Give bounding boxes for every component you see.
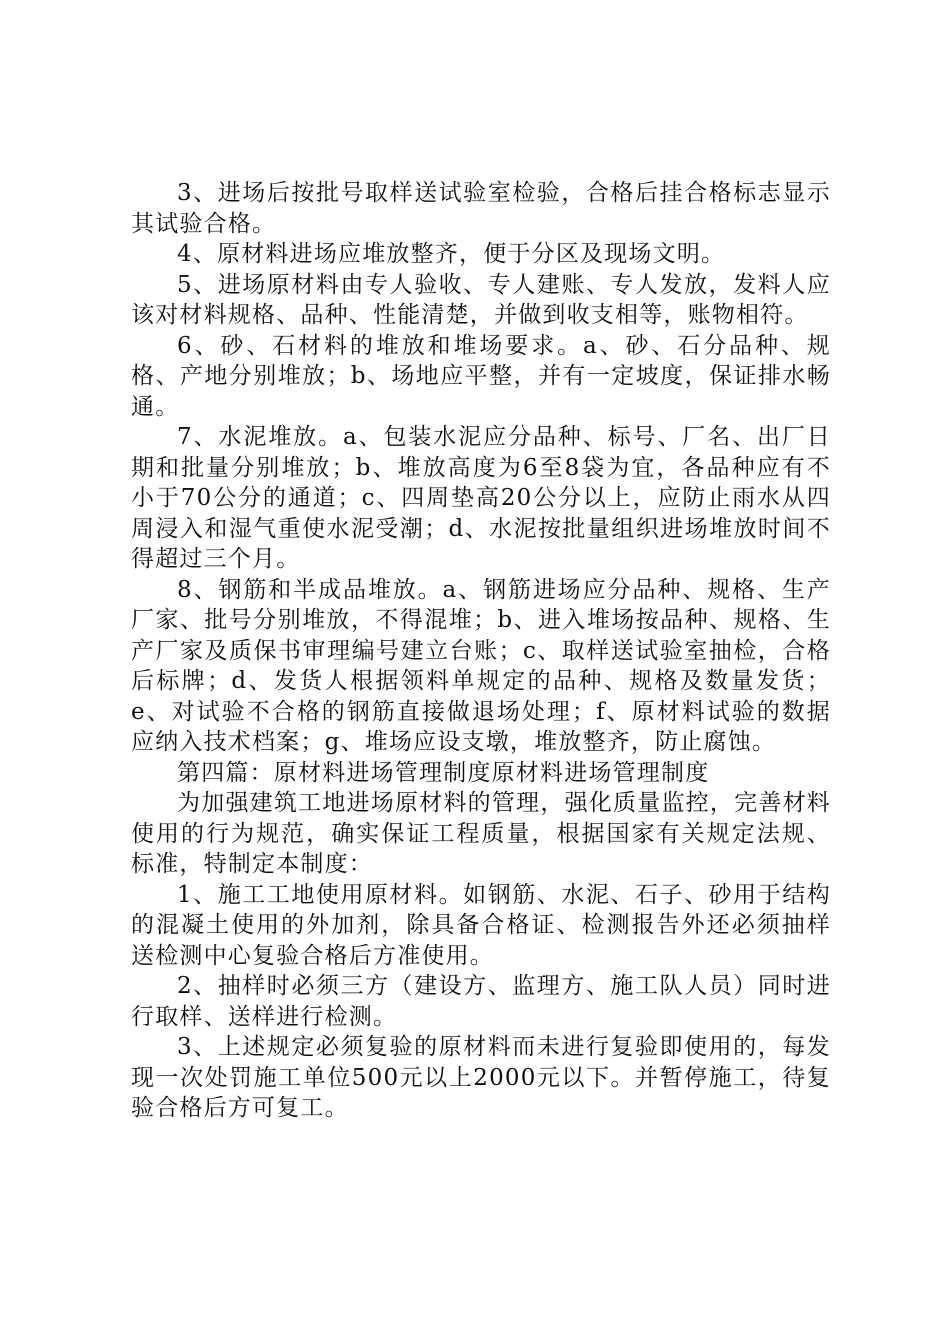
paragraph-rule-3: 3、上述规定必须复验的原材料而未进行复验即使用的，每发现一次处罚施工单位500元以上2000元以下。并暂停施工，待复验合格后方可复工。: [131, 1034, 831, 1121]
paragraph-item-7-cement: 7、水泥堆放。a、包装水泥应分品种、标号、厂名、出厂日期和批量分别堆放；b、堆放高度为6至8袋为宜，各品种应有不小于70公分的通道；c、四周垫高20公分以上，应防止雨水从四周浸入和湿气重使水泥受潮；d、水泥按批量组织进场堆放时间不得超过三个月。: [131, 424, 831, 572]
paragraph-item-6-sand-stone: 6、砂、石材料的堆放和堆场要求。a、砂、石分品种、规格、产地分别堆放；b、场地应平整，并有一定坡度，保证排水畅通。: [131, 332, 831, 420]
paragraph-intro: 为加强建筑工地进场原材料的管理，强化质量监控，完善材料使用的行为规范，确实保证工程质量，根据国家有关规定法规、标准，特制定本制度：: [131, 790, 831, 877]
paragraph-item-8-rebar: 8、钢筋和半成品堆放。a、钢筋进场应分品种、规格、生产厂家、批号分别堆放，不得混堆；b、进入堆场按品种、规格、生产厂家及质保书审理编号建立台账；c、取样送试验室抽检，合格后标牌；d、发货人根据领料单规定的品种、规格及数量发货；e、对试验不合格的钢筋直接做退场处理；f、原材料试验的数据应纳入技术档案；g、堆场应设支墩，堆放整齐，防止腐蚀。: [131, 576, 831, 755]
paragraph-item-3-sampling: 3、进场后按批号取样送试验室检验，合格后挂合格标志显示其试验合格。: [131, 180, 831, 237]
section-heading: 第四篇：原材料进场管理制度原材料进场管理制度: [177, 759, 710, 786]
paragraph-item-4-stacking: 4、原材料进场应堆放整齐，便于分区及现场文明。: [177, 241, 726, 267]
paragraph-rule-2: 2、抽样时必须三方（建设方、监理方、施工队人员）同时进行取样、送样进行检测。: [131, 973, 831, 1030]
paragraph-item-5-acceptance: 5、进场原材料由专人验收、专人建账、专人发放，发料人应该对材料规格、品种、性能清楚，并做到收支相等，账物相符。: [131, 271, 831, 328]
paragraph-rule-1: 1、施工工地使用原材料。如钢筋、水泥、石子、砂用于结构的混凝土使用的外加剂，除具备合格证、检测报告外还必须抽样送检测中心复验合格后方准使用。: [131, 881, 831, 969]
document-body: [131, 178, 831, 1124]
